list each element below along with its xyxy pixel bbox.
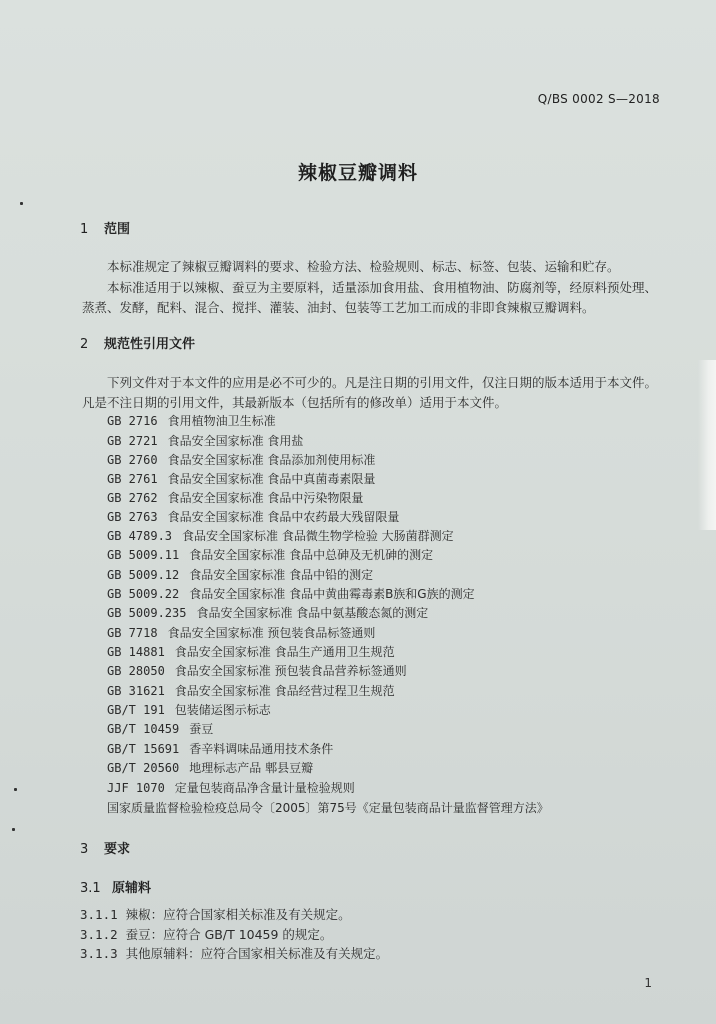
page-title: 辣椒豆瓣调料 bbox=[297, 162, 418, 184]
clause-number: 3.1.1 bbox=[80, 907, 118, 922]
reference-code: GB 5009.235 bbox=[107, 606, 187, 620]
section-number: 3 bbox=[80, 842, 89, 857]
subsection-title: 原辅料 bbox=[112, 881, 152, 896]
reference-name: 食品安全国家标准 食品中总砷及无机砷的测定 bbox=[189, 548, 434, 562]
reference-code: GB 2761 bbox=[107, 472, 158, 486]
reference-item bbox=[107, 508, 399, 525]
reference-item bbox=[107, 759, 313, 776]
reference-name: 国家质量监督检验检疫总局令〔2005〕第75号《定量包装商品计量监督管理方法》 bbox=[107, 801, 549, 815]
reference-code: GB 2762 bbox=[107, 491, 158, 505]
clause-number: 3.1.2 bbox=[80, 927, 118, 942]
reference-item bbox=[107, 585, 475, 602]
reference-name: 香辛料调味品通用技术条件 bbox=[189, 742, 334, 756]
reference-item bbox=[107, 624, 375, 641]
reference-name: 食品安全国家标准 食品中铅的测定 bbox=[189, 568, 374, 582]
reference-name: 食品安全国家标准 食品生产通用卫生规范 bbox=[174, 645, 395, 659]
scan-speck bbox=[12, 828, 15, 831]
reference-name: 地理标志产品 郫县豆瓣 bbox=[189, 761, 314, 775]
reference-code: GB 14881 bbox=[107, 645, 165, 659]
reference-code: GB 31621 bbox=[107, 684, 165, 698]
subsection-3-1-heading bbox=[80, 877, 151, 896]
paragraph: 本标准规定了辣椒豆瓣调料的要求、检验方法、检验规则、标志、标签、包装、运输和贮存。 bbox=[107, 259, 620, 274]
clause bbox=[80, 925, 332, 943]
reference-name: 食品安全国家标准 食品中真菌毒素限量 bbox=[167, 472, 376, 486]
reference-code: GB 28050 bbox=[107, 664, 165, 678]
clause-number: 3.1.3 bbox=[80, 946, 118, 961]
reference-code: GB/T 20560 bbox=[107, 761, 180, 775]
clause-text: 蚕豆：应符合 GB/T 10459 的规定。 bbox=[125, 927, 333, 942]
reference-name: 食用植物油卫生标准 bbox=[167, 414, 276, 428]
section-2-heading bbox=[80, 333, 195, 352]
reference-code: GB 5009.12 bbox=[107, 568, 180, 582]
reference-item bbox=[107, 740, 333, 757]
reference-item bbox=[107, 604, 428, 621]
reference-item bbox=[107, 412, 276, 429]
reference-name: 食品安全国家标准 预包装食品营养标签通则 bbox=[174, 664, 407, 678]
standard-code: Q/BS 0002 S—2018 bbox=[537, 92, 660, 106]
clause-text: 其他原辅料：应符合国家相关标准及有关规定。 bbox=[125, 946, 389, 961]
paragraph: 蒸煮、发酵，配料、混合、搅拌、灌装、油封、包装等工艺加工而成的非即食辣椒豆瓣调料。 bbox=[82, 300, 595, 315]
reference-code: GB/T 10459 bbox=[107, 722, 180, 736]
reference-name: 食品安全国家标准 食品中农药最大残留限量 bbox=[167, 510, 400, 524]
reference-code: GB 2760 bbox=[107, 453, 158, 467]
reference-name: 食品安全国家标准 预包装食品标签通则 bbox=[167, 626, 376, 640]
scan-speck bbox=[14, 788, 17, 791]
reference-item bbox=[107, 720, 213, 737]
reference-name: 定量包装商品净含量计量检验规则 bbox=[174, 781, 355, 795]
reference-item bbox=[107, 489, 363, 506]
section-title: 规范性引用文件 bbox=[104, 337, 196, 352]
reference-code: JJF 1070 bbox=[107, 781, 165, 795]
reference-name: 包装储运图示标志 bbox=[174, 703, 271, 717]
clause bbox=[80, 944, 388, 962]
reference-name: 食品安全国家标准 食品添加剂使用标准 bbox=[167, 453, 376, 467]
section-number: 2 bbox=[80, 337, 89, 352]
reference-item bbox=[107, 701, 271, 718]
page-number: 1 bbox=[644, 976, 652, 990]
section-number: 1 bbox=[80, 222, 89, 237]
clause bbox=[80, 905, 351, 923]
reference-code: GB 2716 bbox=[107, 414, 158, 428]
reference-code: GB/T 191 bbox=[107, 703, 165, 717]
reference-item bbox=[107, 451, 375, 468]
reference-item bbox=[107, 682, 395, 699]
section-3-heading bbox=[80, 838, 130, 857]
reference-item bbox=[107, 662, 407, 679]
reference-code: GB 7718 bbox=[107, 626, 158, 640]
subsection-number: 3.1 bbox=[80, 881, 101, 896]
reference-code: GB 2721 bbox=[107, 434, 158, 448]
section-title: 要求 bbox=[104, 842, 131, 857]
reference-name: 食品安全国家标准 食用盐 bbox=[167, 434, 304, 448]
reference-code: GB 2763 bbox=[107, 510, 158, 524]
reference-name: 食品安全国家标准 食品中污染物限量 bbox=[167, 491, 364, 505]
reference-code: GB 5009.22 bbox=[107, 587, 180, 601]
reference-code: GB/T 15691 bbox=[107, 742, 180, 756]
clause-text: 辣椒：应符合国家相关标准及有关规定。 bbox=[125, 907, 351, 922]
reference-item bbox=[107, 566, 373, 583]
reference-item bbox=[107, 799, 549, 816]
section-1-heading bbox=[80, 218, 130, 237]
reference-name: 食品安全国家标准 食品中黄曲霉毒素B族和G族的测定 bbox=[189, 587, 475, 601]
reference-item bbox=[107, 432, 303, 449]
reference-item bbox=[107, 643, 395, 660]
reference-item bbox=[107, 470, 375, 487]
reference-name: 食品安全国家标准 食品经营过程卫生规范 bbox=[174, 684, 395, 698]
reference-item bbox=[107, 527, 454, 544]
reference-code: GB 4789.3 bbox=[107, 529, 173, 543]
reference-name: 食品安全国家标准 食品中氨基酸态氮的测定 bbox=[196, 606, 429, 620]
reference-item bbox=[107, 546, 433, 563]
section-title: 范围 bbox=[104, 222, 131, 237]
paragraph: 凡是不注日期的引用文件，其最新版本（包括所有的修改单）适用于本文件。 bbox=[82, 395, 508, 410]
reference-name: 食品安全国家标准 食品微生物学检验 大肠菌群测定 bbox=[182, 529, 454, 543]
scan-speck bbox=[20, 202, 23, 205]
adjacent-page-edge bbox=[698, 360, 716, 530]
paragraph: 下列文件对于本文件的应用是必不可少的。凡是注日期的引用文件，仅注日期的版本适用于本文件。 bbox=[107, 375, 658, 390]
reference-name: 蚕豆 bbox=[189, 722, 214, 736]
reference-code: GB 5009.11 bbox=[107, 548, 180, 562]
paragraph: 本标准适用于以辣椒、蚕豆为主要原料，适量添加食用盐、食用植物油、防腐剂等，经原料预处理、 bbox=[107, 280, 658, 295]
reference-item bbox=[107, 779, 355, 796]
